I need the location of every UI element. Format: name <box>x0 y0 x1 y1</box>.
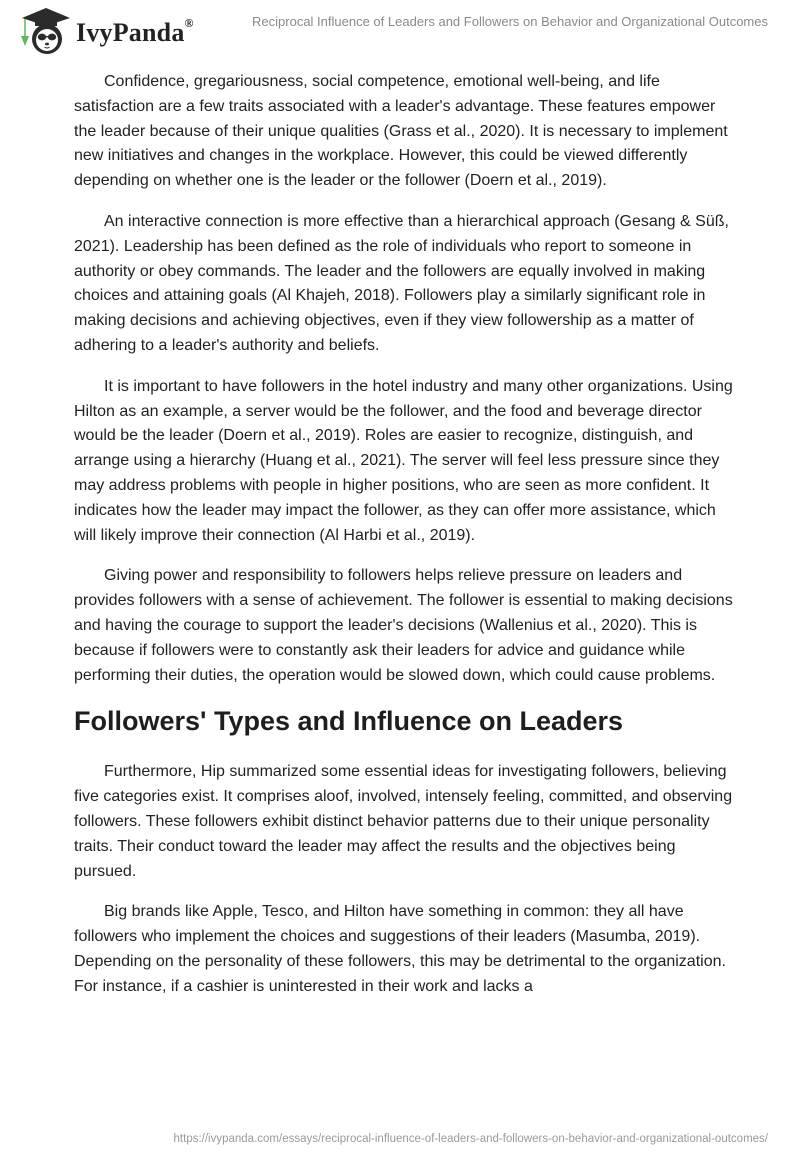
panda-graduate-icon <box>20 6 72 56</box>
paragraph: An interactive connection is more effective than a hierarchical approach (Gesang & Süß, 2021). Leadership has been defined as the role of individuals who report to someone in authority or obey commands. The leader and the followers are equally involved in making choices and attaining goals (Al Khajeh, 2018). Followers play a similarly significant role in making decisions and achieving objectives, even if they view followership as a matter of adhering to a leader's authority and beliefs. <box>74 212 729 354</box>
paragraph: Big brands like Apple, Tesco, and Hilton have something in common: they all have followers who implement the choices and suggestions of their leaders (Masumba, 2019). Depending on the personality of these followers, this may be detrimental to the organization. For instance, if a cashier is uninterested in their work and lacks a <box>74 903 726 995</box>
ivypanda-logo[interactable] <box>20 6 194 56</box>
section-heading: Followers' Types and Influence on Leaders <box>74 706 624 737</box>
brand-name: IvyPanda® <box>76 16 194 47</box>
source-url[interactable]: https://ivypanda.com/essays/reciprocal-influence-of-leaders-and-followers-on-behavior-and-organizational-outcomes/ <box>173 1133 768 1145</box>
page-header <box>0 0 800 60</box>
paragraph: Giving power and responsibility to followers helps relieve pressure on leaders and provides followers with a sense of achievement. The follower is essential to making decisions and having the courage to support the leader's decisions (Wallenius et al., 2020). This is because if followers were to constantly ask their leaders for advice and guidance while performing their duties, the operation would be slowed down, which could cause problems. <box>74 567 733 684</box>
document-title: Reciprocal Influence of Leaders and Followers on Behavior and Organizational Outcomes <box>252 14 768 29</box>
essay-body <box>74 70 734 1016</box>
paragraph: Furthermore, Hip summarized some essential ideas for investigating followers, believing five categories exist. It comprises aloof, involved, intensely feeling, committed, and observing followers. These followers exhibit distinct behavior patterns due to their unique personality traits. Their conduct toward the leader may affect the results and the objectives being pursued. <box>74 763 733 880</box>
paragraph: It is important to have followers in the hotel industry and many other organizations. Using Hilton as an example, a server would be the follower, and the food and beverage director would be the leader (Doern et al., 2019). Roles are easier to recognize, distinguish, and arrange using a hierarchy (Huang et al., 2021). The server will feel less pressure since they may address problems with people in higher positions, who are seen as more confident. It indicates how the leader may impact the follower, as they can offer more assistance, which will likely improve their connection (Al Harbi et al., 2019). <box>74 377 733 544</box>
paragraph: Confidence, gregariousness, social competence, emotional well-being, and life satisfaction are a few traits associated with a leader's advantage. These features empower the leader because of their unique qualities (Grass et al., 2020). It is necessary to implement new initiatives and changes in the workplace. However, this could be viewed differently depending on whether one is the leader or the follower (Doern et al., 2019). <box>74 73 728 190</box>
